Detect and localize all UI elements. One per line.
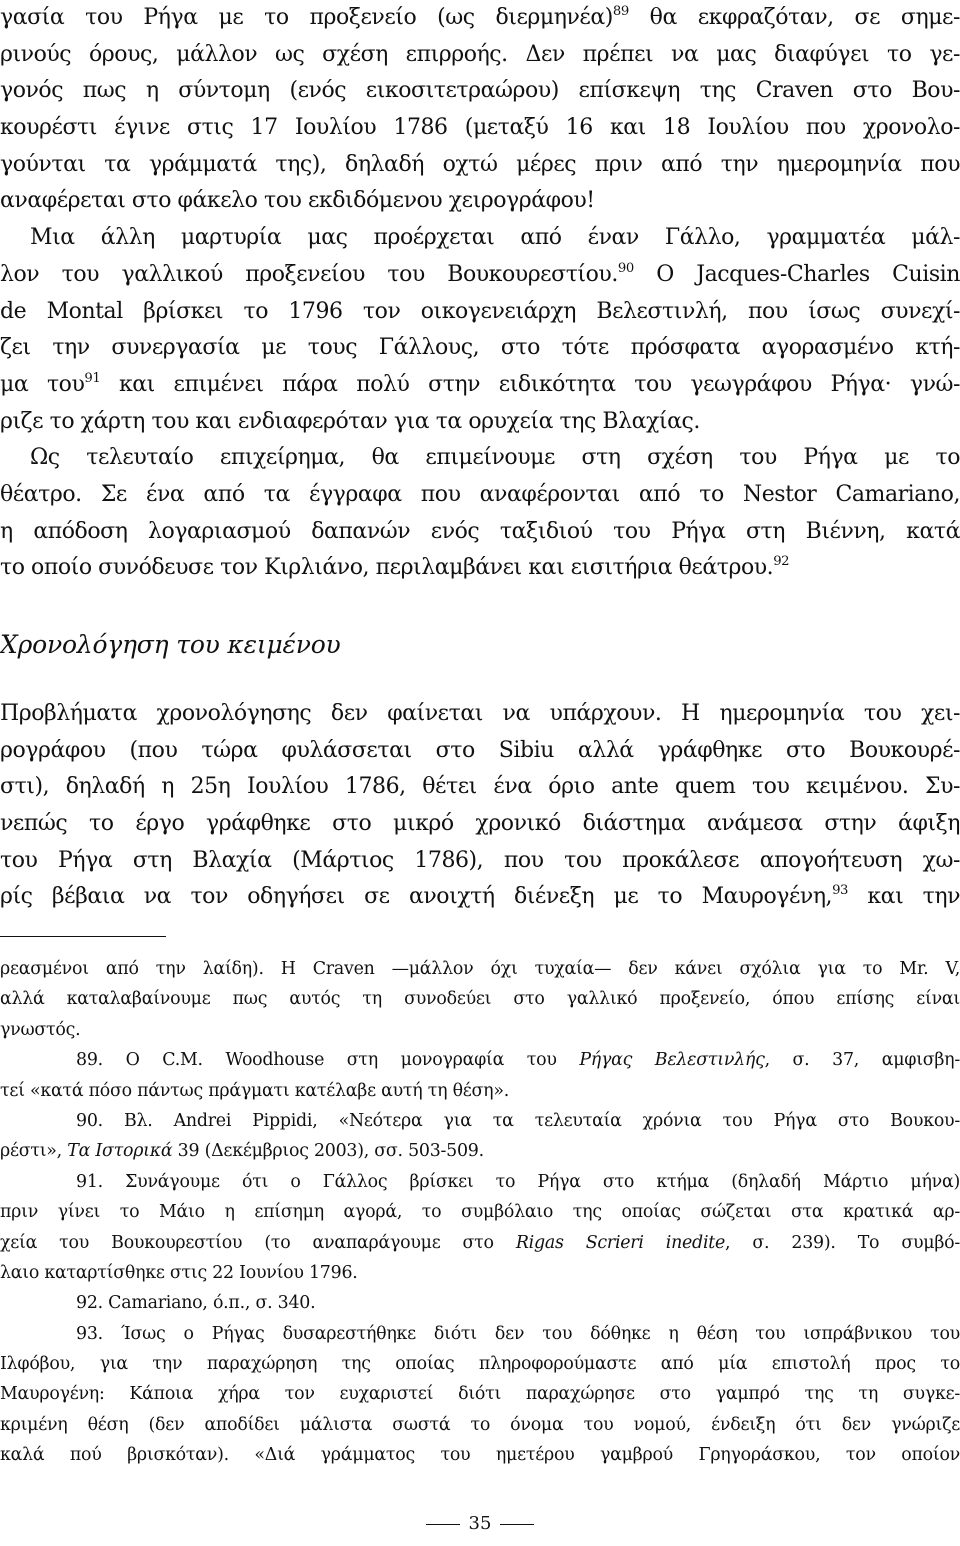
text-line: ριζε το χάρτη του και ενδιαφερόταν για τα ορυχεία της Βλαχίας.: [0, 408, 700, 434]
text-line: Προβλήματα χρονολόγησης δεν φαίνεται να υπάρχουν. Η ημερομηνία του χει-: [0, 701, 960, 726]
footnote-line: Μαυρογένη: Κάποια χήρα τον ευχαριστεί διότι παραχώρησε στο γαμπρό της τη συγκε-: [0, 1384, 960, 1405]
footnote-91: 91. Συνάγουμε ότι ο Γάλλος βρίσκει το Ρήγα στο κτήμα (δηλαδή Μάρτιο μήνα): [76, 1171, 960, 1192]
text-line: γούνται τα γράμματά της), δηλαδή οχτώ μέρες πριν από την ημερομηνία που: [0, 151, 960, 177]
body-paragraph: [0, 0, 960, 587]
text-line: de Montal βρίσκει το 1796 τον οικογενειάρχη Βελεστινλή, που ίσως συνεχί-: [0, 298, 960, 324]
text-line: ρινούς όρους, μάλλον ως σχέση επιρροής. Δεν πρέπει να μας διαφύγει το γε-: [0, 41, 960, 67]
page-number-dash-right: [500, 1524, 534, 1525]
text-line: ρίς βέβαια να τον οδηγήσει σε ανοιχτή διένεξη με το Μαυρογένη,$^{93}$ και την: [0, 883, 960, 910]
body-paragraph: [0, 696, 960, 916]
text-line: του Ρήγα στη Βλαχία (Μάρτιος 1786), που του προκάλεσε απογοήτευση χω-: [0, 847, 960, 873]
text-line: αναφέρεται στο φάκελο του εκδιδόμενου χειρογράφου!: [0, 188, 595, 214]
text-line: λον του γαλλικού προξενείου του Βουκουρεστίου.$^{90}$ Ο Jacques-Charles Cuisin: [0, 260, 960, 287]
text-line: Ως τελευταίο επιχείρημα, θα επιμείνουμε στη σχέση του Ρήγα με το: [30, 445, 960, 471]
footnote-93: 93. Ίσως ο Ρήγας δυσαρεστήθηκε διότι δεν του δόθηκε η θέση του ισπράβνικου του: [76, 1323, 960, 1344]
footnote-line: αλλά καταλαβαίνουμε πως αυτός τη συνοδεύει στο γαλλικό προξενείο, όπου επίσης είναι: [0, 989, 960, 1010]
footnotes: [0, 954, 960, 1471]
text-line: γονός πως η σύντομη (ενός εικοσιτετραώρου) επίσκεψη της Craven στο Βου-: [0, 78, 960, 104]
footnote-line: ρέστι», Τα Ιστορικά 39 (Δεκέμβριος 2003), σσ. 503-509.: [0, 1141, 484, 1162]
footnote-line: καλά πού βρισκόταν). «Διά γράμματος του ημετέρου γαμβρού Γρηγοράσκου, τον οποίον: [0, 1445, 960, 1466]
text-line: θέατρο. Σε ένα από τα έγγραφα που αναφέρονται από το Nestor Camariano,: [0, 481, 960, 507]
footnote-line: γνωστός.: [0, 1019, 81, 1040]
footnote-line: τεί «κατά πόσο πάντως πράγματι κατέλαβε αυτή τη θέση».: [0, 1080, 510, 1101]
footnote-line: κριμένη θέση (δεν αποδίδει μάλιστα σωστά το όνομα του νομού, ένδειξη ότι δεν γνώριζε: [0, 1414, 960, 1435]
footnote-ref[interactable]: 92: [773, 554, 790, 570]
text-line: ρογράφου (που τώρα φυλάσσεται στο Sibiu αλλά γράφθηκε στο Βουκουρέ-: [0, 737, 960, 763]
text-line: στι), δηλαδή η 25η Ιουλίου 1786, θέτει ένα όριο ante quem του κειμένου. Συ-: [0, 774, 960, 800]
text-line: νεπώς το έργο γράφθηκε στο μικρό χρονικό διάστημα ανάμεσα στην άφιξη: [0, 811, 960, 837]
page-number: [0, 1512, 960, 1536]
footnote-line: λαιο καταρτίσθηκε στις 22 Ιουνίου 1796.: [0, 1262, 358, 1283]
footnote-90: 90. Βλ. Andrei Pippidi, «Νεότερα για τα τελευταία χρόνια του Ρήγα στο Βουκου-: [76, 1110, 960, 1131]
footnote-line: πριν γίνει το Μάιο η επίσημη αγορά, το συμβόλαιο της οποίας σώζεται στα κρατικά αρ-: [0, 1202, 960, 1223]
text-line: κουρέστι έγινε στις 17 Ιουλίου 1786 (μεταξύ 16 και 18 Ιουλίου που χρονολο-: [0, 115, 960, 141]
text-line: το οποίο συνόδευσε τον Κιρλιάνο, περιλαμβάνει και εισιτήρια θεάτρου.$^{92}$: [0, 554, 790, 581]
footnote-separator: [0, 936, 166, 937]
section-heading: Χρονολόγηση του κειμένου: [0, 630, 341, 659]
footnote-line: ρεασμένοι από την λαίδη). Η Craven —μάλλον όχι τυχαία— δεν κάνει σχόλια για το Mr. V,: [0, 959, 960, 979]
footnote-ref[interactable]: 91: [84, 370, 101, 386]
text-line: μα του$^{91}$ και επιμένει πάρα πολύ στην ειδικότητα του γεωγράφου Ρήγα· γνώ-: [0, 370, 960, 397]
page-number-value: 35: [468, 1513, 492, 1534]
text-line: Μια άλλη μαρτυρία μας προέρχεται από έναν Γάλλο, γραμματέα μάλ-: [30, 225, 960, 251]
page-number-dash-left: [426, 1524, 460, 1525]
footnote-89: 89. Ο C.M. Woodhouse στη μονογραφία του Ρήγας Βελεστινλής, σ. 37, αμφισβη-: [76, 1050, 960, 1071]
footnote-ref[interactable]: 93: [832, 883, 848, 899]
text-line: η απόδοση λογαριασμού δαπανών ενός ταξιδιού του Ρήγα στη Βιέννη, κατά: [0, 518, 960, 544]
footnote-line: χεία του Βουκουρεστίου (το αναπαράγουμε στο Rigas Scrieri inedite, σ. 239). Το συμβό-: [0, 1232, 960, 1253]
footnote-92: 92. Camariano, ό.π., σ. 340.: [76, 1293, 316, 1314]
footnote-line: Ιλφόβου, για την παραχώρηση της οποίας πληροφορούμαστε από μία επιστολή προς το: [0, 1354, 960, 1375]
text-line: ζει την συνεργασία με τους Γάλλους, στο τότε πρόσφατα αγορασμένο κτή-: [0, 335, 960, 361]
text-line: γασία του Ρήγα με το προξενείο (ως διερμηνέα)$^{89}$ θα εκφραζόταν, σε σημε-: [0, 3, 960, 30]
footnote-ref[interactable]: 90: [617, 260, 634, 276]
footnote-ref[interactable]: 89: [612, 3, 629, 19]
